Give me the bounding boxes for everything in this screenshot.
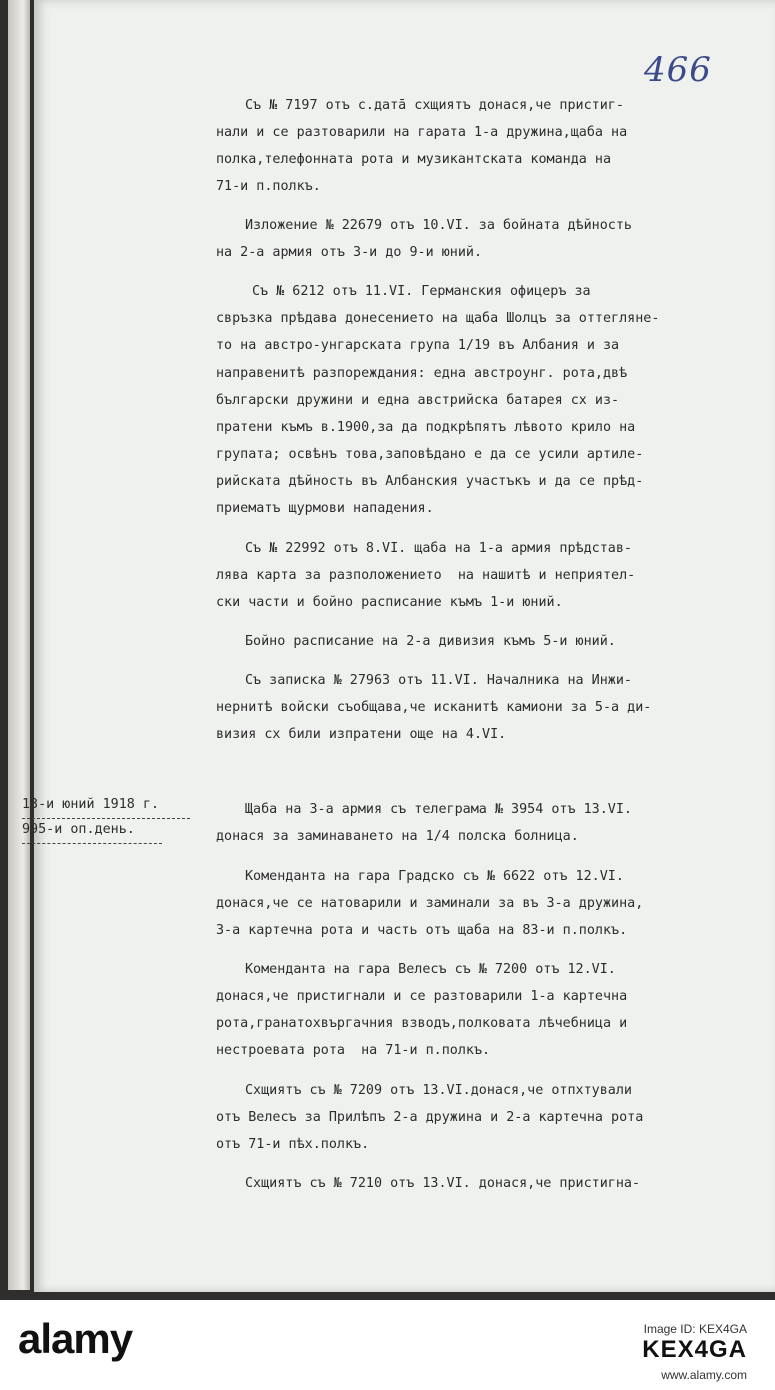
- text-line: нернитѣ войски съобщава,че исканитѣ камиони за 5-а ди-: [216, 700, 652, 715]
- adjacent-page-edge: [8, 0, 30, 1290]
- margin-date: 13-и юний 1918 г.: [22, 797, 160, 812]
- image-id-block: [642, 1322, 747, 1364]
- text-line: Изложение № 22679 отъ 10.VI. за бойната дѣйность: [245, 218, 632, 233]
- text-line: отъ Велесъ за Прилѣпъ 2-а дружина и 2-а картечна рота: [216, 1110, 644, 1125]
- text-line: Бойно расписание на 2-а дивизия къмъ 5-и юний.: [245, 634, 616, 649]
- margin-date-underline: [22, 818, 190, 819]
- text-line: донася за заминаването на 1/4 полска болница.: [216, 829, 579, 844]
- margin-day-underline: [22, 843, 162, 844]
- site-url: www.alamy.com: [661, 1368, 747, 1382]
- brand-logo: alamy: [18, 1315, 133, 1362]
- image-id-label: Image ID: KEX4GA: [643, 1322, 747, 1336]
- margin-operation-day: 995-и оп.день.: [22, 822, 135, 837]
- text-line: рота,гранатохвъргачния взводъ,полковата лѣчебница и: [216, 1016, 628, 1031]
- text-line: Схщиятъ съ № 7209 отъ 13.VI.донася,че отпхтували: [245, 1083, 632, 1098]
- text-line: приематъ щурмови нападения.: [216, 501, 434, 516]
- text-line: рийската дѣйность въ Албанския участъкъ и да се прѣд-: [216, 474, 644, 489]
- text-line: Коменданта на гара Велесъ съ № 7200 отъ 12.VI.: [245, 962, 616, 977]
- text-line: направенитѣ разпореждания: една австроунг. рота,двѣ: [216, 366, 628, 381]
- text-line: свръзка прѣдава донесението на щаба Шолцъ за оттегляне-: [216, 311, 660, 326]
- text-line: Коменданта на гара Градско съ № 6622 отъ 12.VI.: [245, 869, 624, 884]
- text-line: групата; освѣнъ това,заповѣдано е да се усили артиле-: [216, 447, 644, 462]
- text-line: Съ записка № 27963 отъ 11.VI. Началника на Инжи-: [245, 673, 632, 688]
- text-line: Съ № 22992 отъ 8.VI. щаба на 1-а армия прѣдстав-: [245, 541, 632, 556]
- text-line: лява карта за разположението на нашитѣ и неприятел-: [216, 568, 636, 583]
- text-line: донася,че пристигнали и се разтоварили 1-а картечна: [216, 989, 628, 1004]
- page-number: 466: [644, 50, 712, 90]
- text-line: пратени къмъ в.1900,за да подкрѣпятъ лѣвото крило на: [216, 420, 636, 435]
- text-line: донася,че се натоварили и заминали за въ 3-а дружина,: [216, 896, 644, 911]
- text-line: то на австро-унгарската група 1/19 въ Албания и за: [216, 338, 620, 353]
- text-line: български дружини и една австрийска батарея сх из-: [216, 393, 620, 408]
- text-line: полка,телефонната рота и музикантската команда на: [216, 152, 612, 167]
- text-line: 3-а картечна рота и часть отъ щаба на 83-и п.полкъ.: [216, 923, 628, 938]
- text-line: Щаба на 3-а армия съ телеграма № 3954 отъ 13.VI.: [245, 802, 632, 817]
- text-line: нестроевата рота на 71-и п.полкъ.: [216, 1043, 491, 1058]
- text-line: 71-и п.полкъ.: [216, 179, 321, 194]
- image-id: KEX4GA: [642, 1336, 747, 1363]
- text-line: Съ № 6212 отъ 11.VI. Германския офицеръ за: [252, 284, 591, 299]
- text-line: ски части и бойно расписание къмъ 1-и юний.: [216, 595, 563, 610]
- text-line: Схщиятъ съ № 7210 отъ 13.VI. донася,че пристигна-: [245, 1176, 641, 1191]
- text-line: отъ 71-и пѣх.полкъ.: [216, 1137, 370, 1152]
- text-line: нали и се разтоварили на гарата 1-а дружина,щаба на: [216, 125, 628, 140]
- text-line: Съ № 7197 отъ с.датā схщиятъ донася,че пристиг-: [245, 98, 624, 113]
- text-line: визия сх били изпратени още на 4.VI.: [216, 727, 507, 742]
- text-line: на 2-а армия отъ 3-и до 9-и юний.: [216, 245, 483, 260]
